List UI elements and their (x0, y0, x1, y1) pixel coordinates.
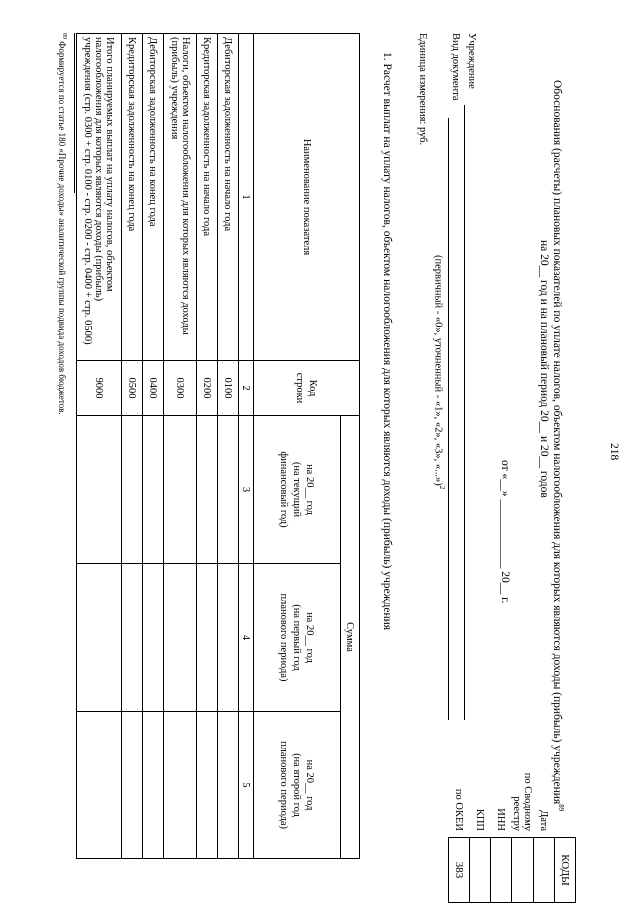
code-value-okei[interactable]: 383 (449, 838, 470, 903)
codes-header: КОДЫ (555, 838, 576, 903)
value-cell[interactable] (164, 416, 197, 564)
value-cell[interactable] (122, 712, 143, 859)
document-subtitle: на 20__ год и на плановый период 20__ и 20__ годов (538, 240, 550, 498)
section-title: 1. Расчет выплат на уплату налогов, объектом налогообложения для которых являются доходы (прибыль) учреждения (381, 52, 393, 631)
page-number: 218 (608, 443, 620, 461)
value-cell[interactable] (197, 416, 218, 564)
code-value-date[interactable] (534, 838, 555, 903)
header-sum: Сумма (341, 416, 360, 859)
value-cell[interactable] (77, 712, 122, 859)
row-name: Итого планируемых выплат на уплату налогов, объектом налогообложения для которых являются доходы (прибыль) учреждения (стр. 0300 + стр. 0100 - стр. 0200 - стр. 0400 + стр. 0500) (77, 34, 122, 361)
codes-table (448, 757, 576, 903)
table-row (218, 34, 239, 859)
value-cell[interactable] (218, 416, 239, 564)
row-code: 0400 (143, 361, 164, 416)
doc-type-field[interactable] (448, 118, 449, 720)
row-code: 0100 (218, 361, 239, 416)
row-code: 0200 (197, 361, 218, 416)
value-cell[interactable] (164, 712, 197, 859)
footnote-divider (74, 33, 75, 193)
table-row (197, 34, 218, 859)
header-year-current: на 20__ год (на текущий финансовый год) (254, 416, 341, 564)
value-cell[interactable] (218, 712, 239, 859)
code-label: по Сводному реестру (511, 772, 534, 831)
column-number: 2 (239, 361, 254, 416)
value-cell[interactable] (122, 416, 143, 564)
value-cell[interactable] (143, 712, 164, 859)
column-number: 4 (239, 564, 254, 712)
table-row (143, 34, 164, 859)
footnote: $^{89}$ Формируется по статье 180 «Прочие доходы» аналитической группы подвида доходов бюджетов. (57, 33, 67, 415)
code-value-kpp[interactable] (470, 838, 491, 903)
unit-label: Единица измерения: руб. (417, 33, 428, 146)
row-name: Налоги, объектом налогообложения для которых являются доходы (прибыль) учреждения (164, 34, 197, 361)
code-label: Дата (538, 810, 550, 831)
value-cell[interactable] (197, 564, 218, 712)
date-line: от «__» ____________ 20__ г. (499, 460, 511, 604)
value-cell[interactable] (122, 564, 143, 712)
value-cell[interactable] (164, 564, 197, 712)
row-name: Дебиторская задолженность на конец года (143, 34, 164, 361)
value-cell[interactable] (143, 416, 164, 564)
table-row (164, 34, 197, 859)
document-title: Обоснования (расчеты) плановых показателей по уплате налогов, объектом налогообложения для которых являются доходы (прибыль) учреждения$^{89}$ (551, 80, 565, 812)
column-number: 5 (239, 712, 254, 859)
header-year-first-plan: на 20__ год (на первый год планового периода) (254, 564, 341, 712)
row-code: 0500 (122, 361, 143, 416)
institution-label: Учреждение (466, 33, 477, 89)
code-label: по ОКЕИ (453, 788, 465, 831)
code-value-inn[interactable] (491, 838, 512, 903)
header-indicator-name: Наименование показателя (254, 34, 360, 361)
value-cell[interactable] (77, 416, 122, 564)
code-value-registry[interactable] (512, 838, 534, 903)
value-cell[interactable] (77, 564, 122, 712)
code-label: ИНН (495, 808, 507, 831)
value-cell[interactable] (197, 712, 218, 859)
column-number: 3 (239, 416, 254, 564)
institution-field[interactable] (464, 105, 465, 720)
table-row (77, 34, 122, 859)
doc-type-hint: (первичный - «0», уточненный - «1», «2», «3», «...»)$^2$ (432, 255, 446, 490)
doc-type-label: Вид документа (450, 33, 461, 101)
tax-calculation-table (76, 33, 360, 859)
header-row-code: Код строки (254, 361, 360, 416)
value-cell[interactable] (218, 564, 239, 712)
row-name: Кредиторская задолженность на начало года (197, 34, 218, 361)
column-number: 1 (239, 34, 254, 361)
row-name: Кредиторская задолженность на конец года (122, 34, 143, 361)
row-name: Дебиторская задолженность на начало года (218, 34, 239, 361)
row-code: 0300 (164, 361, 197, 416)
row-code: 9000 (77, 361, 122, 416)
value-cell[interactable] (143, 564, 164, 712)
code-label: КПП (474, 808, 486, 831)
header-year-second-plan: на 20__ год (на второй год планового периода) (254, 712, 341, 859)
table-row (122, 34, 143, 859)
